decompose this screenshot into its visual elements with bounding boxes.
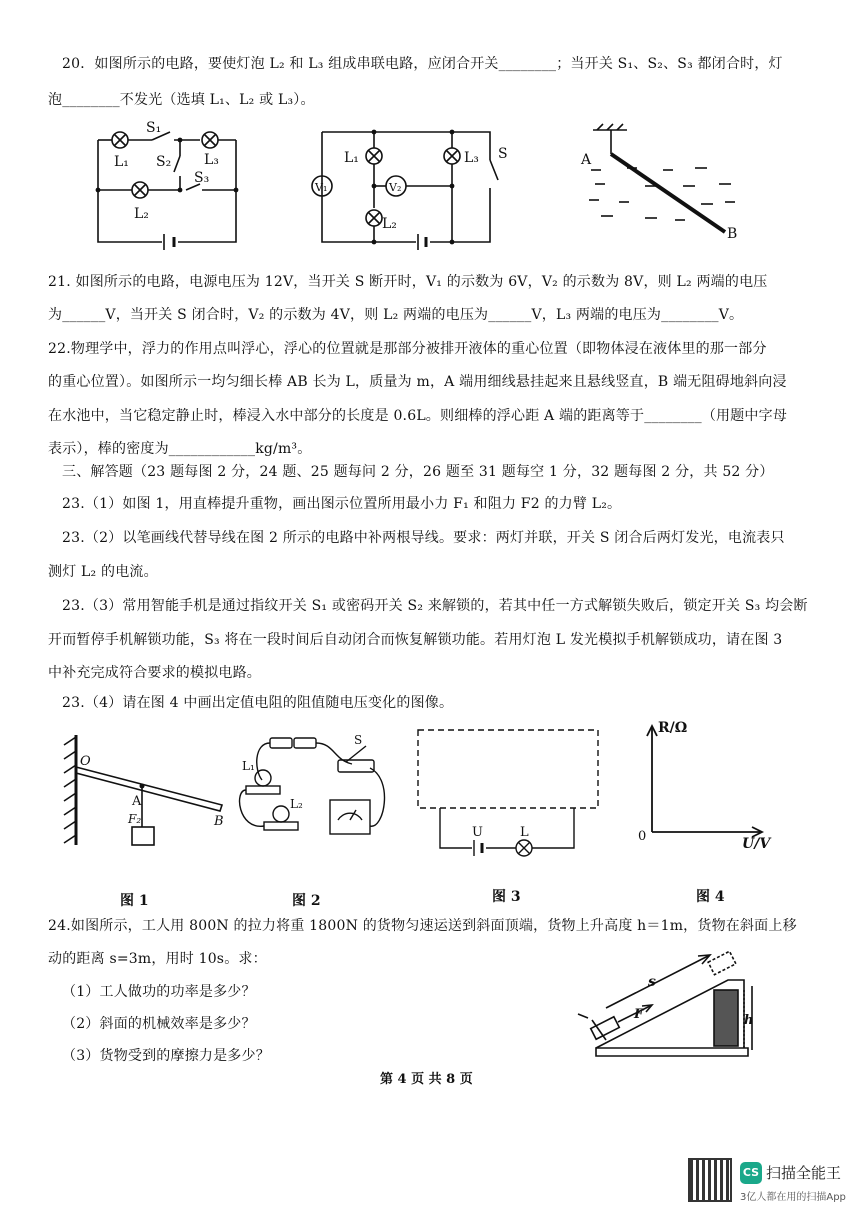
figure-4-axes — [630, 716, 771, 852]
q23-part4: 23.（4）请在图 4 中画出定值电阻的阻值随电压变化的图像。 — [62, 695, 454, 711]
fig2-l1-label: L₁ — [242, 759, 255, 773]
fig3-l-label: L — [520, 825, 529, 840]
c2-l2-label: L₂ — [382, 216, 397, 232]
c1-l3-label: L₃ — [204, 152, 219, 168]
fig4-origin-label: 0 — [638, 829, 647, 844]
q23-part3-line2: 开而暂停手机解锁功能，S₃ 将在一段时间后自动闭合而恢复解锁功能。若用灯泡 L 发光模拟手机解锁成功，请在图 3 — [48, 632, 783, 648]
figure-3-circuit — [410, 726, 606, 856]
c2-v1-label: V₁ — [315, 181, 328, 194]
figure-1-lever — [62, 735, 234, 855]
q24-sub3: （3）货物受到的摩擦力是多少？ — [62, 1048, 270, 1064]
c2-v2-label: V₂ — [389, 181, 402, 194]
fig1-b-label: B — [214, 814, 224, 829]
figure-1-caption: 图 1 — [120, 893, 149, 909]
fig2-s-label: S — [354, 733, 363, 747]
q20-line1: 20．如图所示的电路，要使灯泡 L₂ 和 L₃ 组成串联电路，应闭合开关________；当开关 S₁、S₂、S₃ 都闭合时，灯 — [62, 56, 783, 72]
q24-sub1: （1）工人做功的功率是多少？ — [62, 984, 256, 1000]
c2-l3-label: L₃ — [464, 150, 479, 166]
fig2-l2-label: L₂ — [290, 797, 303, 811]
q23-part2-line2: 测灯 L₂ 的电流。 — [48, 564, 158, 580]
q23-part3-line3: 中补充完成符合要求的模拟电路。 — [48, 665, 261, 681]
rod-in-water-diagram — [575, 124, 745, 240]
c2-s-label: S — [498, 146, 508, 162]
fig1-o-label: O — [80, 754, 91, 769]
q24-sub2: （2）斜面的机械效率是多少？ — [62, 1016, 256, 1032]
q23-part2-line1: 23.（2）以笔画线代替导线在图 2 所示的电路中补两根导线。要求：两灯并联，开关 S 闭合后两灯发光，电流表只 — [62, 530, 785, 546]
figure-4-caption: 图 4 — [696, 889, 725, 905]
camscanner-logo-icon: CS — [740, 1162, 762, 1184]
q23-part3-line1: 23.（3）常用智能手机是通过指纹开关 S₁ 或密码开关 S₂ 来解锁的，若其中任一方式解锁失败后，锁定开关 S₃ 均会断 — [62, 598, 808, 614]
q22-line2: 的重心位置）。如图所示一均匀细长棒 AB 长为 L，质量为 m，A 端用细线悬挂起来且悬线竖直，B 端无阻碍地斜向浸 — [48, 374, 787, 390]
q22-line1: 22.物理学中，浮力的作用点叫浮心，浮心的位置就是那部分被排开液体的重心位置（即物体浸在液体里的那一部分 — [48, 341, 767, 357]
q21-line1: 21. 如图所示的电路，电源电压为 12V，当开关 S 断开时，V₁ 的示数为 6V，V₂ 的示数为 8V，则 L₂ 两端的电压 — [48, 274, 768, 290]
camscanner-tagline: 3亿人都在用的扫描App — [740, 1192, 846, 1203]
q21-line2: 为______V，当开关 S 闭合时，V₂ 的示数为 4V，则 L₂ 两端的电压为______V，L₃ 两端的电压为________V。 — [48, 307, 744, 323]
fig1-f2-label: F₂ — [128, 812, 142, 826]
rod-b-label: B — [727, 226, 738, 242]
q24-line1: 24.如图所示，工人用 800N 的拉力将重 1800N 的货物匀速运送到斜面顶端，货物上升高度 h＝1m，货物在斜面上移 — [48, 918, 797, 934]
page-footer: 第 4 页 共 8 页 — [380, 1072, 473, 1087]
fig4-xlabel: U/V — [742, 836, 771, 852]
fig3-u-label: U — [472, 825, 483, 840]
incline-f-label: F — [634, 1007, 644, 1022]
c1-l2-label: L₂ — [134, 206, 149, 222]
q23-part1: 23.（1）如图 1，用直棒提升重物，画出图示位置所用最小力 F₁ 和阻力 F2 的力臂 L₂。 — [62, 496, 622, 512]
q22-line3: 在水池中，当它稳定静止时，棒浸入水中部分的长度是 0.6L。则细棒的浮心距 A 端的距离等于________（用题中字母 — [48, 408, 788, 424]
c1-s1-label: S₁ — [146, 120, 162, 136]
incline-s-label: s — [648, 974, 656, 990]
c1-l1-label: L₁ — [114, 154, 129, 170]
fig4-ylabel: R/Ω — [658, 720, 688, 736]
c1-s2-label: S₂ — [156, 154, 172, 170]
fig1-a-label: A — [132, 794, 142, 809]
circuit-diagram-2 — [312, 124, 512, 254]
q24-line2: 动的距离 s=3m，用时 10s。求： — [48, 951, 267, 967]
c1-s3-label: S₃ — [194, 170, 210, 186]
q20-line2: 泡________不发光（选填 L₁、L₂ 或 L₃）。 — [48, 92, 315, 108]
camscanner-name: 扫描全能王 — [766, 1164, 842, 1182]
incline-h-label: h — [744, 1013, 754, 1028]
section-3-heading: 三、解答题（23 题每图 2 分，24 题、25 题每问 2 分，26 题至 31 题每空 1 分，32 题每图 2 分，共 52 分） — [62, 464, 774, 480]
q22-line4: 表示），棒的密度为____________kg/m³。 — [48, 441, 312, 457]
rod-a-label: A — [581, 152, 592, 168]
qr-code-icon — [688, 1158, 732, 1202]
figure-3-caption: 图 3 — [492, 889, 521, 905]
figure-2-caption: 图 2 — [292, 893, 321, 909]
incline-diagram — [578, 952, 758, 1060]
c2-l1-label: L₁ — [344, 150, 359, 166]
circuit-diagram-1 — [90, 118, 250, 248]
figure-2-circuit — [234, 730, 394, 860]
